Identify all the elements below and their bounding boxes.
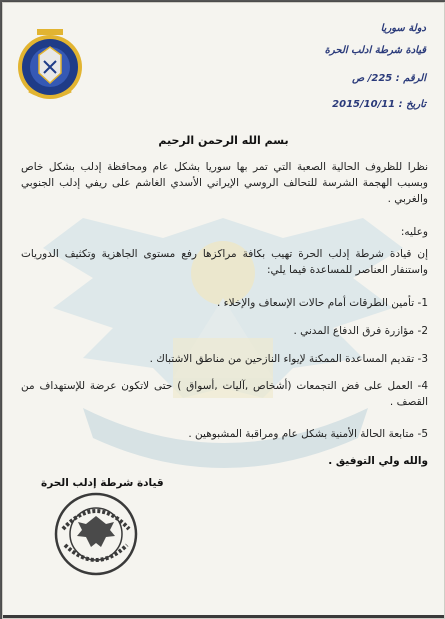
- closing-line: والله ولي التوفيق .: [328, 455, 428, 467]
- header-country: دولة سوريا: [380, 23, 426, 34]
- statement-paragraph: إن قيادة شرطة إدلب الحرة تهيب بكافة مراكزها رفع مستوى الجاهزية وتكثيف الدوريات واستنفار العناصر للمساعدة فيما يلي:: [21, 248, 428, 276]
- basmala-heading: بسم الله الرحمن الرحيم: [158, 134, 289, 147]
- header-reference-number: الرقم : 225/ ص: [352, 73, 426, 84]
- bottom-border: [3, 615, 444, 618]
- header-date: تاريخ : 2015/10/11: [332, 99, 426, 110]
- signature-authority: قيادة شرطة إدلب الحرة: [41, 477, 164, 489]
- list-item: 5- متابعة الحالة الأمنية بشكل عام ومراقبة المشبوهين .: [188, 428, 428, 440]
- list-item: 1- تأمين الطرقات أمام حالات الإسعاف والإخلاء .: [216, 297, 428, 309]
- police-emblem-logo: [15, 25, 85, 105]
- list-item: 4- العمل على فض التجمعات (أشخاص ,آليات ,أسواق ) حتى لاتكون عرضة للإستهداف من القصف .: [21, 380, 428, 408]
- intro-paragraph: نظرا للظروف الحالية الصعبة التي تمر بها سوريا بشكل عام ومحافظة إدلب بشكل خاص وبسبب الهجمة الشرسة للتحالف الروسي الإيراني الأسدي الغاشم على ريفي إدلب الجنوبي والغربي .: [21, 161, 428, 205]
- accordingly-line: وعليه:: [400, 226, 428, 238]
- document-page: [2, 2, 445, 619]
- list-item: 2- مؤازرة فرق الدفاع المدني .: [293, 325, 428, 337]
- header-authority: قيادة شرطة ادلب الحرة: [324, 45, 426, 56]
- official-stamp-icon: [53, 491, 139, 577]
- list-item: 3- تقديم المساعدة الممكنة لإيواء النازحين من مناطق الاشتباك .: [149, 353, 428, 365]
